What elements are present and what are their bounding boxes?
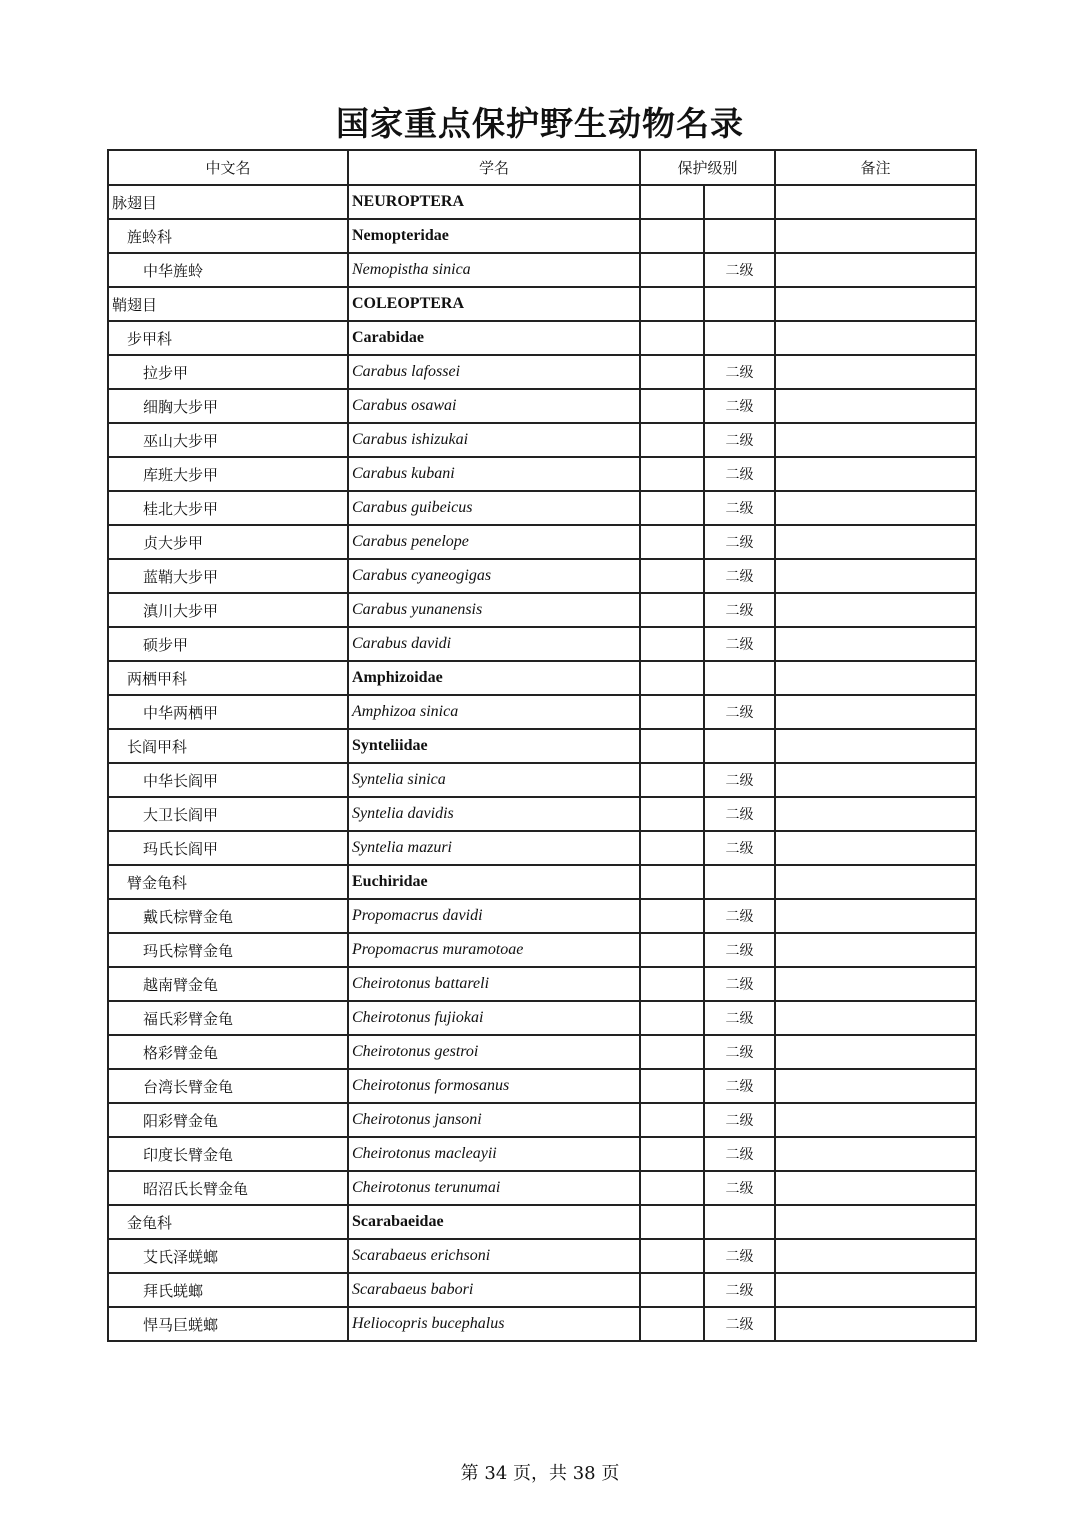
grade-first-cell <box>640 627 704 661</box>
remarks-cell <box>775 559 976 593</box>
grade-second-cell: 二级 <box>704 627 775 661</box>
scientific-name-cell: Carabus kubani <box>348 457 640 491</box>
grade-second-cell <box>704 729 775 763</box>
chinese-name-cell: 中华长阎甲 <box>108 763 348 797</box>
chinese-name-cell: 脉翅目 <box>108 185 348 219</box>
grade-first-cell <box>640 1273 704 1307</box>
grade-first-cell <box>640 559 704 593</box>
grade-first-cell <box>640 1069 704 1103</box>
table-row-family <box>108 865 976 899</box>
grade-second-cell: 二级 <box>704 491 775 525</box>
remarks-cell <box>775 627 976 661</box>
chinese-name-cell: 艾氏泽蜣螂 <box>108 1239 348 1273</box>
grade-second-cell: 二级 <box>704 559 775 593</box>
table-row-species <box>108 593 976 627</box>
chinese-name-cell: 蓝鞘大步甲 <box>108 559 348 593</box>
grade-second-cell: 二级 <box>704 1307 775 1341</box>
chinese-name-cell: 长阎甲科 <box>108 729 348 763</box>
scientific-name-cell: Heliocopris bucephalus <box>348 1307 640 1341</box>
table-row-species <box>108 695 976 729</box>
scientific-name-cell: Propomacrus davidi <box>348 899 640 933</box>
grade-first-cell <box>640 321 704 355</box>
grade-second-cell: 二级 <box>704 253 775 287</box>
chinese-name-cell: 滇川大步甲 <box>108 593 348 627</box>
scientific-name-cell: Cheirotonus gestroi <box>348 1035 640 1069</box>
grade-second-cell: 二级 <box>704 933 775 967</box>
scientific-name-cell: Amphizoidae <box>348 661 640 695</box>
header-protection-level: 保护级别 <box>640 150 775 185</box>
grade-first-cell <box>640 865 704 899</box>
scientific-name-cell: Cheirotonus battareli <box>348 967 640 1001</box>
grade-first-cell <box>640 457 704 491</box>
chinese-name-cell: 旌蛉科 <box>108 219 348 253</box>
grade-second-cell: 二级 <box>704 1171 775 1205</box>
grade-second-cell: 二级 <box>704 1001 775 1035</box>
chinese-name-cell: 硕步甲 <box>108 627 348 661</box>
remarks-cell <box>775 695 976 729</box>
scientific-name-cell: Carabus guibeicus <box>348 491 640 525</box>
remarks-cell <box>775 423 976 457</box>
remarks-cell <box>775 1103 976 1137</box>
table-row-species <box>108 253 976 287</box>
grade-second-cell: 二级 <box>704 1239 775 1273</box>
scientific-name-cell: Carabus yunanensis <box>348 593 640 627</box>
chinese-name-cell: 玛氏长阎甲 <box>108 831 348 865</box>
scientific-name-cell: Syntelia mazuri <box>348 831 640 865</box>
table-row-species <box>108 559 976 593</box>
grade-first-cell <box>640 423 704 457</box>
chinese-name-cell: 昭沼氏长臂金龟 <box>108 1171 348 1205</box>
table-row-family <box>108 729 976 763</box>
scientific-name-cell: Cheirotonus jansoni <box>348 1103 640 1137</box>
table-row-species <box>108 1069 976 1103</box>
remarks-cell <box>775 1035 976 1069</box>
grade-second-cell: 二级 <box>704 389 775 423</box>
remarks-cell <box>775 797 976 831</box>
grade-second-cell: 二级 <box>704 967 775 1001</box>
scientific-name-cell: Nemopteridae <box>348 219 640 253</box>
grade-second-cell: 二级 <box>704 695 775 729</box>
grade-first-cell <box>640 729 704 763</box>
chinese-name-cell: 中华旌蛉 <box>108 253 348 287</box>
header-scientific-name: 学名 <box>348 150 640 185</box>
grade-second-cell <box>704 661 775 695</box>
scientific-name-cell: Carabus lafossei <box>348 355 640 389</box>
remarks-cell <box>775 491 976 525</box>
grade-second-cell: 二级 <box>704 797 775 831</box>
grade-second-cell: 二级 <box>704 423 775 457</box>
grade-first-cell <box>640 763 704 797</box>
scientific-name-cell: Cheirotonus terunumai <box>348 1171 640 1205</box>
table-row-family <box>108 321 976 355</box>
chinese-name-cell: 臂金龟科 <box>108 865 348 899</box>
scientific-name-cell: Carabus ishizukai <box>348 423 640 457</box>
chinese-name-cell: 格彩臂金龟 <box>108 1035 348 1069</box>
grade-first-cell <box>640 661 704 695</box>
header-chinese-name: 中文名 <box>108 150 348 185</box>
remarks-cell <box>775 933 976 967</box>
grade-first-cell <box>640 967 704 1001</box>
table-row-species <box>108 899 976 933</box>
scientific-name-cell: Carabus cyaneogigas <box>348 559 640 593</box>
remarks-cell <box>775 1137 976 1171</box>
remarks-cell <box>775 661 976 695</box>
chinese-name-cell: 悍马巨蜣螂 <box>108 1307 348 1341</box>
scientific-name-cell: Scarabaeus erichsoni <box>348 1239 640 1273</box>
grade-first-cell <box>640 1035 704 1069</box>
table-row-species <box>108 355 976 389</box>
table-row-species <box>108 491 976 525</box>
grade-first-cell <box>640 831 704 865</box>
table-row-species <box>108 1239 976 1273</box>
grade-second-cell: 二级 <box>704 525 775 559</box>
table-row-species <box>108 1307 976 1341</box>
remarks-cell <box>775 865 976 899</box>
chinese-name-cell: 中华两栖甲 <box>108 695 348 729</box>
chinese-name-cell: 拉步甲 <box>108 355 348 389</box>
scientific-name-cell: Cheirotonus fujiokai <box>348 1001 640 1035</box>
scientific-name-cell: Carabus penelope <box>348 525 640 559</box>
remarks-cell <box>775 321 976 355</box>
table-row-species <box>108 1103 976 1137</box>
scientific-name-cell: Cheirotonus macleayii <box>348 1137 640 1171</box>
remarks-cell <box>775 763 976 797</box>
grade-second-cell: 二级 <box>704 831 775 865</box>
grade-second-cell: 二级 <box>704 1103 775 1137</box>
chinese-name-cell: 大卫长阎甲 <box>108 797 348 831</box>
document-title: 国家重点保护野生动物名录 <box>336 104 744 143</box>
table-row-species <box>108 933 976 967</box>
remarks-cell <box>775 967 976 1001</box>
grade-first-cell <box>640 1307 704 1341</box>
table-row-species <box>108 1273 976 1307</box>
remarks-cell <box>775 593 976 627</box>
grade-second-cell: 二级 <box>704 457 775 491</box>
grade-second-cell: 二级 <box>704 593 775 627</box>
chinese-name-cell: 印度长臂金龟 <box>108 1137 348 1171</box>
grade-second-cell: 二级 <box>704 355 775 389</box>
grade-first-cell <box>640 287 704 321</box>
remarks-cell <box>775 899 976 933</box>
scientific-name-cell: Syntelia davidis <box>348 797 640 831</box>
chinese-name-cell: 越南臂金龟 <box>108 967 348 1001</box>
table-row-species <box>108 457 976 491</box>
grade-first-cell <box>640 593 704 627</box>
remarks-cell <box>775 1069 976 1103</box>
chinese-name-cell: 拜氏蜣螂 <box>108 1273 348 1307</box>
grade-first-cell <box>640 389 704 423</box>
grade-first-cell <box>640 1001 704 1035</box>
chinese-name-cell: 台湾长臂金龟 <box>108 1069 348 1103</box>
table-row-species <box>108 1035 976 1069</box>
table-row-order <box>108 287 976 321</box>
grade-second-cell: 二级 <box>704 763 775 797</box>
grade-second-cell: 二级 <box>704 1035 775 1069</box>
grade-first-cell <box>640 219 704 253</box>
grade-first-cell <box>640 1239 704 1273</box>
table-row-species <box>108 1001 976 1035</box>
table-row-species <box>108 627 976 661</box>
remarks-cell <box>775 1239 976 1273</box>
table-body <box>108 185 976 1341</box>
table-row-species <box>108 1171 976 1205</box>
scientific-name-cell: Euchiridae <box>348 865 640 899</box>
chinese-name-cell: 库班大步甲 <box>108 457 348 491</box>
grade-first-cell <box>640 185 704 219</box>
chinese-name-cell: 巫山大步甲 <box>108 423 348 457</box>
chinese-name-cell: 金龟科 <box>108 1205 348 1239</box>
table-row-family <box>108 1205 976 1239</box>
remarks-cell <box>775 525 976 559</box>
grade-first-cell <box>640 491 704 525</box>
grade-second-cell <box>704 287 775 321</box>
remarks-cell <box>775 1171 976 1205</box>
grade-first-cell <box>640 355 704 389</box>
scientific-name-cell: Nemopistha sinica <box>348 253 640 287</box>
remarks-cell <box>775 1001 976 1035</box>
remarks-cell <box>775 1307 976 1341</box>
grade-first-cell <box>640 797 704 831</box>
grade-first-cell <box>640 1171 704 1205</box>
scientific-name-cell: Amphizoa sinica <box>348 695 640 729</box>
grade-first-cell <box>640 1137 704 1171</box>
scientific-name-cell: COLEOPTERA <box>348 287 640 321</box>
remarks-cell <box>775 185 976 219</box>
table-row-species <box>108 423 976 457</box>
grade-first-cell <box>640 253 704 287</box>
grade-first-cell <box>640 525 704 559</box>
table-row-species <box>108 1137 976 1171</box>
grade-second-cell <box>704 1205 775 1239</box>
scientific-name-cell: Scarabaeidae <box>348 1205 640 1239</box>
table-row-species <box>108 797 976 831</box>
table-row-family <box>108 661 976 695</box>
scientific-name-cell: Carabus davidi <box>348 627 640 661</box>
grade-first-cell <box>640 899 704 933</box>
grade-second-cell <box>704 321 775 355</box>
remarks-cell <box>775 1205 976 1239</box>
grade-second-cell <box>704 219 775 253</box>
remarks-cell <box>775 287 976 321</box>
table-row-order <box>108 185 976 219</box>
table-row-species <box>108 967 976 1001</box>
chinese-name-cell: 两栖甲科 <box>108 661 348 695</box>
remarks-cell <box>775 831 976 865</box>
chinese-name-cell: 桂北大步甲 <box>108 491 348 525</box>
grade-second-cell <box>704 865 775 899</box>
scientific-name-cell: Syntelia sinica <box>348 763 640 797</box>
header-remarks: 备注 <box>775 150 976 185</box>
grade-first-cell <box>640 933 704 967</box>
chinese-name-cell: 步甲科 <box>108 321 348 355</box>
chinese-name-cell: 戴氏棕臂金龟 <box>108 899 348 933</box>
grade-first-cell <box>640 1205 704 1239</box>
remarks-cell <box>775 729 976 763</box>
table-row-family <box>108 219 976 253</box>
grade-second-cell: 二级 <box>704 1069 775 1103</box>
remarks-cell <box>775 219 976 253</box>
page-number: 第 34 页，共 38 页 <box>460 1463 620 1484</box>
grade-second-cell: 二级 <box>704 1137 775 1171</box>
table-row-species <box>108 389 976 423</box>
chinese-name-cell: 阳彩臂金龟 <box>108 1103 348 1137</box>
chinese-name-cell: 贞大步甲 <box>108 525 348 559</box>
chinese-name-cell: 福氏彩臂金龟 <box>108 1001 348 1035</box>
grade-second-cell: 二级 <box>704 1273 775 1307</box>
chinese-name-cell: 细胸大步甲 <box>108 389 348 423</box>
scientific-name-cell: Cheirotonus formosanus <box>348 1069 640 1103</box>
table-header-row <box>108 150 976 185</box>
remarks-cell <box>775 389 976 423</box>
scientific-name-cell: Scarabaeus babori <box>348 1273 640 1307</box>
grade-second-cell <box>704 185 775 219</box>
table-row-species <box>108 831 976 865</box>
scientific-name-cell: Carabidae <box>348 321 640 355</box>
scientific-name-cell: Carabus osawai <box>348 389 640 423</box>
remarks-cell <box>775 1273 976 1307</box>
species-table <box>107 149 977 1342</box>
remarks-cell <box>775 355 976 389</box>
chinese-name-cell: 玛氏棕臂金龟 <box>108 933 348 967</box>
remarks-cell <box>775 457 976 491</box>
grade-second-cell: 二级 <box>704 899 775 933</box>
grade-first-cell <box>640 695 704 729</box>
scientific-name-cell: NEUROPTERA <box>348 185 640 219</box>
scientific-name-cell: Propomacrus muramotoae <box>348 933 640 967</box>
chinese-name-cell: 鞘翅目 <box>108 287 348 321</box>
remarks-cell <box>775 253 976 287</box>
table-row-species <box>108 763 976 797</box>
grade-first-cell <box>640 1103 704 1137</box>
scientific-name-cell: Synteliidae <box>348 729 640 763</box>
table-row-species <box>108 525 976 559</box>
